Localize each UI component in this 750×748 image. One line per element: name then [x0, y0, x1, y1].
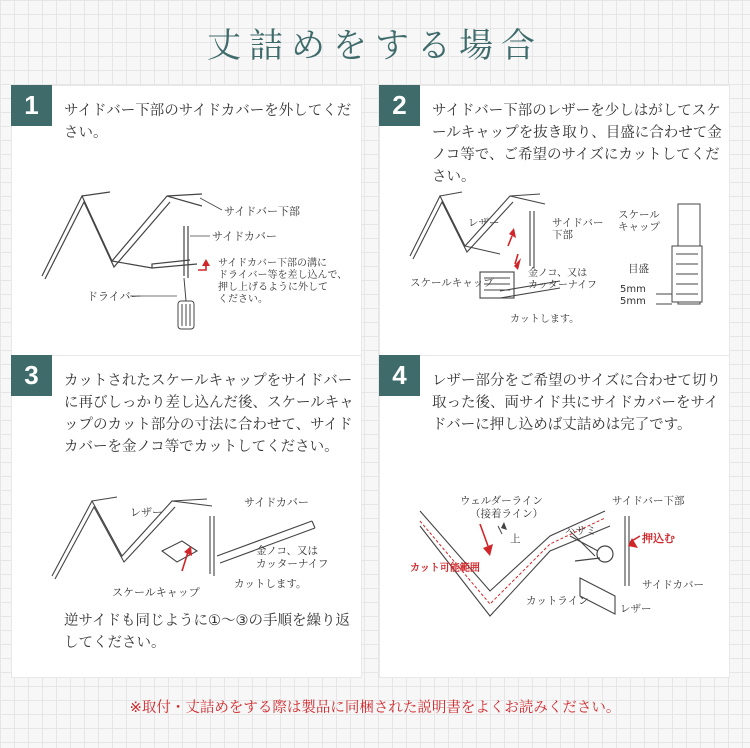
label-scale-cap: スケールキャップ [112, 586, 200, 599]
label-instruction-4: ください。 [218, 294, 268, 305]
step-4-illustration [380, 356, 729, 677]
label-saw-1: 金ノコ、又は [528, 268, 588, 279]
step-description: レザー部分をご希望のサイズに合わせて切り取った後、両サイド共にサイドカバーをサイドバーに押し込めば丈詰めは完了です。 [432, 373, 721, 433]
label-scale-cap-right-1: スケール [618, 209, 660, 221]
label-side-cover: サイドカバー [642, 579, 704, 591]
label-cut-area: カット可能範囲 [410, 563, 480, 574]
label-cut: カットします。 [510, 314, 580, 325]
label-scale-cap-right-2: キャップ [618, 221, 660, 233]
label-instruction-1: サイドカバー下部の溝に [218, 258, 327, 269]
label-saw-2: カッターナイフ [256, 558, 329, 570]
label-scissors: ハサミ [565, 525, 597, 537]
step-3-illustration [12, 356, 361, 677]
label-welder-line-2: （接着ライン） [470, 508, 544, 520]
label-welder-line-1: ウェルダーライン [460, 495, 543, 507]
step-number-badge: 3 [11, 355, 52, 396]
step-description: サイドバー下部のサイドカバーを外してください。 [64, 103, 352, 141]
label-sidebar-1: サイドバー [552, 217, 604, 229]
label-cut: カットします。 [234, 578, 307, 590]
label-leather: レザー [468, 217, 500, 229]
step-number-badge: 4 [379, 355, 420, 396]
label-instruction-3: 押し上げるように外して [218, 282, 328, 293]
label-leather: レザー [130, 506, 163, 519]
footer-warning: ※取付・丈詰めをする際は製品に同梱された説明書をよくお読みください。 [129, 700, 621, 716]
label-cut-line: カットライン [526, 595, 589, 607]
label-scale: 目盛 [628, 263, 649, 275]
label-saw-2: カッターナイフ [528, 280, 597, 291]
step-number-badge: 2 [379, 85, 420, 126]
label-5mm-2: 5mm [620, 296, 646, 307]
label-side-cover: サイドカバー [212, 230, 277, 243]
label-side-cover: サイドカバー [244, 496, 309, 509]
label-up: 上 [510, 533, 521, 545]
step-description: カットされたスケールキャップをサイドバーに再びしっかり差し込んだ後、スケールキャップのカット部分の寸法に合わせて、サイドカバーを金ノコ等でカットしてください。 [64, 373, 354, 455]
label-driver: ドライバー [87, 290, 142, 303]
page-title: 丈詰めをする場合 [207, 26, 543, 66]
label-instruction-2: ドライバー等を差し込んで、 [218, 270, 348, 281]
label-leather: レザー [620, 603, 652, 615]
step-4-panel [379, 355, 730, 678]
label-scale-cap: スケールキャップ [410, 277, 494, 289]
step-description: サイドバー下部のレザーを少しはがしてスケールキャップを抜き取り、目盛に合わせて金ノコ等で、ご希望のサイズにカットしてください。 [432, 103, 722, 185]
label-sidebar-bottom: サイドバー下部 [612, 495, 685, 507]
label-5mm-1: 5mm [620, 284, 646, 295]
label-saw-1: 金ノコ、又は [256, 545, 319, 557]
step-3-panel [11, 355, 362, 678]
label-sidebar-2: 下部 [552, 229, 573, 241]
step-number-badge: 1 [11, 85, 52, 126]
step-note: 逆サイドも同じように①〜③の手順を繰り返してください。 [64, 613, 350, 651]
label-push-in: 押込む [642, 532, 675, 545]
label-sidebar-bottom: サイドバー下部 [224, 205, 301, 218]
